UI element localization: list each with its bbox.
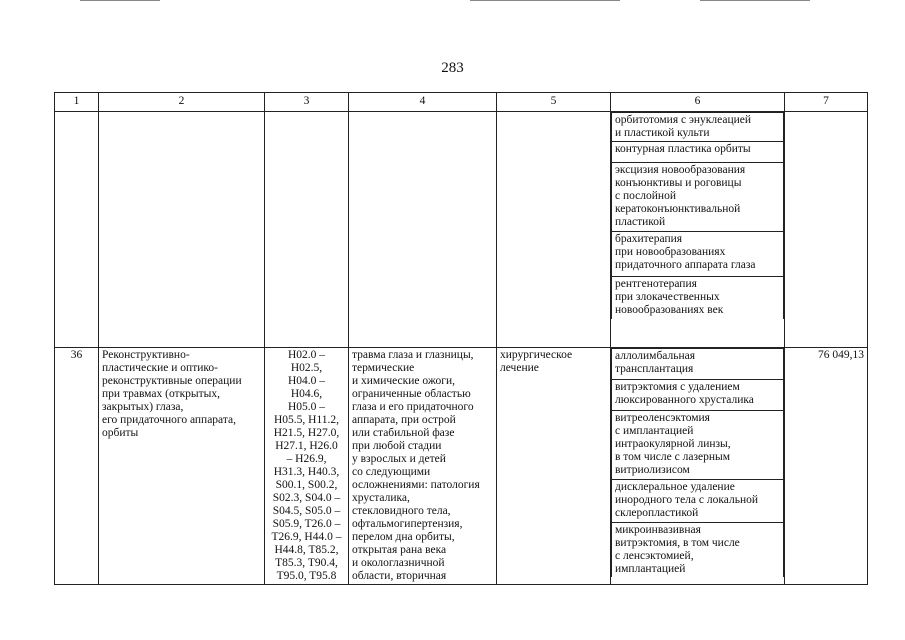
row-model-cell bbox=[349, 348, 497, 585]
method-item: микроинвазивная витрэктомия, в том числе с ленсэктомией, имплантацией bbox=[615, 524, 740, 575]
header-col-7: 7 bbox=[785, 93, 868, 112]
cont-name-cell bbox=[99, 112, 265, 348]
cont-cost-cell bbox=[785, 112, 868, 348]
icd-codes: H02.0 – H02.5, H04.0 – H04.6, H05.0 – H05.5, H11.2, H21.5, H27.0, H27.1, H26.0 – H26.9, H31.3, H40.3, S00.1, S00.2, S02.3, S04.0 – S04.5, S05.0 – S05.9, T26.0 – T26.9, H44.0 – H44.8, T85.2, T85.3, T90.4, T95.0, T95.8 bbox=[271, 349, 342, 582]
header-col-1: 1 bbox=[55, 93, 99, 112]
row-methods-list bbox=[611, 348, 784, 577]
continuation-row bbox=[55, 112, 868, 348]
top-rule-left bbox=[80, 0, 160, 1]
method-item: аллолимбальная трансплантация bbox=[615, 350, 696, 375]
header-col-4: 4 bbox=[349, 93, 497, 112]
method-item: эксцизия новообразования конъюнктивы и роговицы с послойной кератоконъюнктивальной пластикой bbox=[615, 164, 746, 228]
header-row bbox=[55, 93, 868, 112]
header-col-5: 5 bbox=[497, 93, 611, 112]
cont-methods-list bbox=[611, 112, 784, 319]
method-item: дисклеральное удаление инородного тела с локальной склеропластикой bbox=[615, 481, 759, 519]
cost-value: 76 049,13 bbox=[818, 349, 864, 361]
method-item: контурная пластика орбиты bbox=[615, 143, 751, 155]
header-col-6: 6 bbox=[611, 93, 785, 112]
row-treatment-cell bbox=[497, 348, 611, 585]
row-36 bbox=[55, 348, 868, 585]
method-item: орбитотомия с энуклеацией и пластикой культи bbox=[615, 114, 752, 139]
method-item: брахитерапия при новообразованиях придаточного аппарата глаза bbox=[615, 233, 756, 271]
treatment-type: хирургическое лечение bbox=[500, 349, 573, 374]
top-rule-mid bbox=[470, 0, 620, 1]
header-col-2: 2 bbox=[99, 93, 265, 112]
medical-care-table bbox=[54, 92, 868, 585]
patient-model: травма глаза и глазницы, термические и химические ожоги, ограниченные областью глаза и его придаточного аппарата, при острой или стабильной фазе при любой стадии у взрослых и детей со следующими осложнениями: патология хрусталика, стекловидного тела, офтальмогипертензия, перелом дна орбиты, открытая рана века и окологлазничной области, вторичная bbox=[352, 349, 480, 582]
row-methods-cell bbox=[611, 348, 785, 585]
row-number: 36 bbox=[70, 349, 83, 361]
row-name-cell bbox=[99, 348, 265, 585]
header-col-3: 3 bbox=[265, 93, 349, 112]
care-type-name: Реконструктивно- пластические и оптико- реконструктивные операции при травмах (открытых, закрытых) глаза, его придаточного аппарата, орбиты bbox=[102, 349, 242, 439]
cont-treatment-cell bbox=[497, 112, 611, 348]
top-rule-right bbox=[700, 0, 810, 1]
row-codes-cell bbox=[265, 348, 349, 585]
method-item: рентгенотерапия при злокачественных новообразованиях век bbox=[615, 278, 724, 316]
method-item: витрэктомия с удалением люксированного хрусталика bbox=[615, 381, 754, 406]
row-cost-cell bbox=[785, 348, 868, 585]
row-number-cell bbox=[55, 348, 99, 585]
cont-codes-cell bbox=[265, 112, 349, 348]
cont-methods-cell bbox=[611, 112, 785, 348]
page-number: 283 bbox=[441, 60, 464, 76]
cont-number-cell bbox=[55, 112, 99, 348]
method-item: витреоленсэктомия с имплантацией интраокулярной линзы, в том числе с лазерным витриолизисом bbox=[615, 412, 731, 476]
cont-model-cell bbox=[349, 112, 497, 348]
